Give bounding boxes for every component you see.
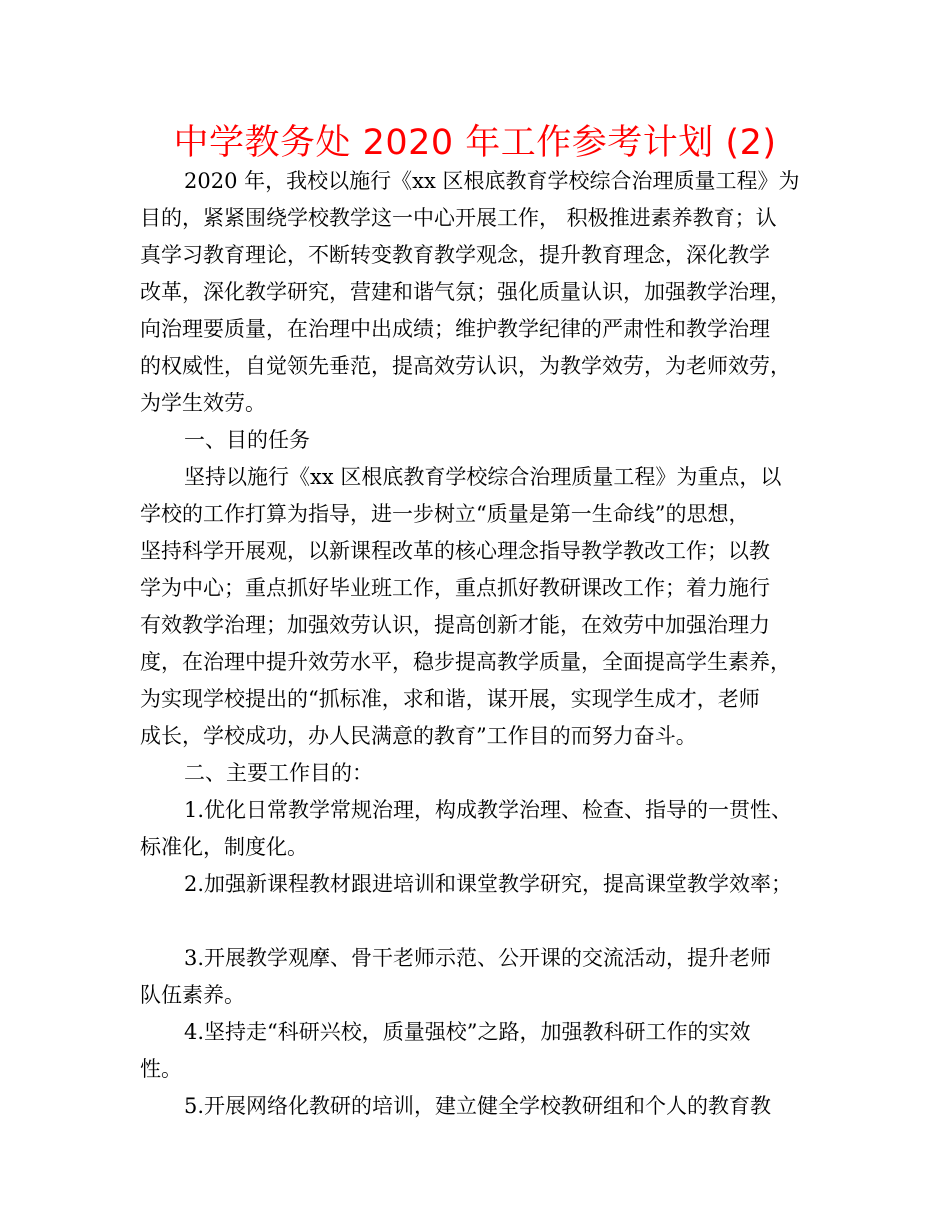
body-line: 为实现学校提出的“抓标准，求和谐，谋开展，实现学生成才，老师 — [140, 687, 760, 711]
body-line: 学为中心；重点抓好毕业班工作，重点抓好教研课改工作；着力施行 — [140, 576, 770, 600]
body-line: 一、目的任务 — [184, 428, 310, 452]
body-line: 二、主要工作目的： — [184, 761, 373, 785]
body-line: 2020 年，我校以施行《xx 区根底教育学校综合治理质量工程》为 — [184, 169, 800, 193]
body-line: 目的，紧紧围绕学校教学这一中心开展工作， 积极推进素养教育；认 — [140, 206, 777, 230]
document-body — [140, 163, 830, 1125]
body-line: 1.优化日常教学常规治理，构成教学治理、检查、指导的一贯性、 — [184, 798, 793, 822]
body-line: 真学习教育理论，不断转变教育教学观念，提升教育理念，深化教学 — [140, 243, 770, 267]
body-line: 标准化，制度化。 — [140, 835, 308, 859]
body-line: 坚持科学开展观，以新课程改革的核心理念指导教学教改工作；以教 — [140, 539, 770, 563]
body-line: 学校的工作打算为指导，进一步树立“质量是第一生命线”的思想， — [140, 502, 750, 526]
body-line: 2.加强新课程教材跟进培训和课堂教学研究，提高课堂教学效率； — [184, 872, 793, 896]
document-title: 中学教务处 2020 年工作参考计划 (2) — [173, 123, 777, 163]
body-line: 5.开展网络化教研的培训，建立健全学校教研组和个人的教育教 — [184, 1094, 772, 1118]
body-line: 成长，学校成功，办人民满意的教育”工作目的而努力奋斗。 — [140, 724, 697, 748]
body-line: 队伍素养。 — [140, 983, 245, 1007]
body-line: 坚持以施行《xx 区根底教育学校综合治理质量工程》为重点，以 — [184, 465, 782, 489]
body-line: 向治理要质量，在治理中出成绩；维护教学纪律的严肃性和教学治理 — [140, 317, 770, 341]
body-line — [140, 903, 830, 940]
body-line: 的权威性，自觉领先垂范，提高效劳认识，为教学效劳，为老师效劳， — [140, 354, 791, 378]
body-line: 有效教学治理；加强效劳认识，提高创新才能，在效劳中加强治理力 — [140, 613, 770, 637]
body-line: 3.开展教学观摩、骨干老师示范、公开课的交流活动，提升老师 — [184, 946, 772, 970]
body-line: 度，在治理中提升效劳水平，稳步提高教学质量，全面提高学生素养， — [140, 650, 791, 674]
body-line: 为学生效劳。 — [140, 391, 266, 415]
body-line: 性。 — [140, 1057, 182, 1081]
body-line: 改革，深化教学研究，营建和谐气氛；强化质量认识，加强教学治理， — [140, 280, 791, 304]
body-line: 4.坚持走“科研兴校，质量强校”之路，加强教科研工作的实效 — [184, 1020, 751, 1044]
